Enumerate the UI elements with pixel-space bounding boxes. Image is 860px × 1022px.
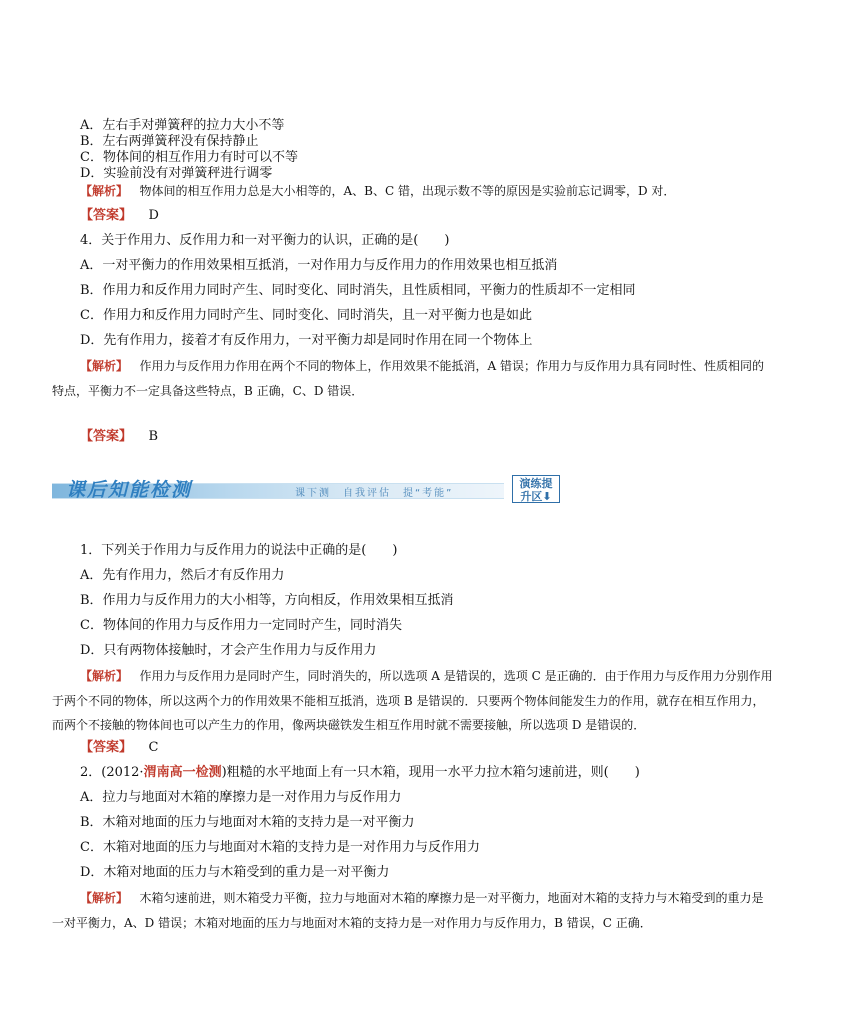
- p1-stem: 1．下列关于作用力与反作用力的说法中正确的是( ): [80, 543, 398, 558]
- section-banner: [52, 475, 564, 503]
- q4-option-a: A．一对平衡力的作用效果相互抵消，一对作用力与反作用力的作用效果也相互抵消: [80, 258, 558, 273]
- answer-label: 【答案】: [80, 740, 133, 755]
- p1-option-b: B．作用力与反作用力的大小相等，方向相反，作用效果相互抵消: [80, 593, 454, 608]
- p1-analysis-line-2: 于两个不同的物体，所以这两个力的作用效果不能相互抵消，选项 B 是错误的．只要两个物体间能发生力的作用，就存在相互作用力，: [52, 694, 765, 708]
- p2-analysis-line-2: 一对平衡力，A、D 错误；木箱对地面的压力与地面对木箱的支持力是一对作用力与反作用力，B 错误，C 正确．: [52, 916, 652, 930]
- stem-prefix: 2．(2012·: [80, 765, 144, 780]
- q4-option-c: C．作用力和反作用力同时产生、同时变化、同时消失，且一对平衡力也是如此: [80, 308, 532, 323]
- p2-stem: [80, 765, 640, 781]
- stem-source: 渭南高一检测: [143, 765, 222, 780]
- q4-stem: 4．关于作用力、反作用力和一对平衡力的认识，正确的是( ): [80, 233, 450, 248]
- p1-option-d: D．只有两物体接触时，才会产生作用力与反作用力: [80, 643, 377, 658]
- q3-option-c: C．物体间的相互作用力有时可以不等: [80, 150, 298, 165]
- q4-option-d: D．先有作用力，接着才有反作用力，一对平衡力却是同时作用在同一个物体上: [80, 333, 533, 348]
- banner-title: 课后知能检测: [66, 479, 193, 501]
- box-line-1: 演练提: [519, 477, 553, 490]
- answer-label: 【答案】: [80, 208, 133, 223]
- q3-answer: [80, 208, 159, 224]
- analysis-text: 作用力与反作用力作用在两个不同的物体上，作用效果不能抵消，A 错误；作用力与反作用力具有同时性、性质相同的: [139, 359, 764, 373]
- p1-option-c: C．物体间的作用力与反作用力一定同时产生，同时消失: [80, 618, 402, 633]
- answer-label: 【答案】: [80, 429, 133, 444]
- stem-suffix: )粗糙的水平地面上有一只木箱，现用一水平力拉木箱匀速前进，则( ): [221, 765, 640, 780]
- p1-analysis-line-3: 而两个不接触的物体间也可以产生力的作用，像两块磁铁发生相互作用时就不需要接触，所以选项 D 是错误的．: [52, 718, 646, 732]
- p2-option-c: C．木箱对地面的压力与地面对木箱的支持力是一对作用力与反作用力: [80, 840, 480, 855]
- q3-analysis: [80, 183, 675, 199]
- banner-practice-box: [512, 475, 560, 503]
- q3-option-a: A．左右手对弹簧秤的拉力大小不等: [80, 118, 285, 133]
- q3-option-b: B．左右两弹簧秤没有保持静止: [80, 134, 259, 149]
- box-line-2: 升区⬇: [520, 490, 552, 503]
- analysis-label: 【解析】: [80, 891, 129, 905]
- p2-option-a: A．拉力与地面对木箱的摩擦力是一对作用力与反作用力: [80, 790, 402, 805]
- q4-option-b: B．作用力和反作用力同时产生、同时变化、同时消失，且性质相同，平衡力的性质却不一定相同: [80, 283, 636, 298]
- q4-analysis-line-2: 特点，平衡力不一定具备这些特点，B 正确，C、D 错误．: [52, 384, 364, 398]
- p1-option-a: A．先有作用力，然后才有反作用力: [80, 568, 285, 583]
- q4-analysis-line-1: [80, 358, 764, 374]
- banner-subtitle: 课下测 自我评估 提“考能”: [295, 488, 454, 499]
- analysis-text: 物体间的相互作用力总是大小相等的，A、B、C 错，出现示数不等的原因是实验前忘记调零，D 对．: [139, 184, 676, 198]
- p2-option-d: D．木箱对地面的压力与木箱受到的重力是一对平衡力: [80, 865, 390, 880]
- answer-value: D: [148, 208, 159, 223]
- q3-option-d: D．实验前没有对弹簧秤进行调零: [80, 166, 273, 181]
- answer-value: C: [148, 740, 159, 755]
- p1-answer: [80, 740, 159, 756]
- p2-option-b: B．木箱对地面的压力与地面对木箱的支持力是一对平衡力: [80, 815, 415, 830]
- analysis-text: 作用力与反作用力是同时产生，同时消失的，所以选项 A 是错误的，选项 C 是正确的．由于作用力与反作用力分别作用: [139, 669, 773, 683]
- p2-analysis-line-1: [80, 890, 763, 906]
- answer-value: B: [148, 429, 159, 444]
- analysis-label: 【解析】: [80, 184, 129, 198]
- analysis-label: 【解析】: [80, 359, 129, 373]
- analysis-label: 【解析】: [80, 669, 129, 683]
- p1-analysis-line-1: [80, 668, 773, 684]
- q4-answer: [80, 429, 158, 445]
- analysis-text: 木箱匀速前进，则木箱受力平衡，拉力与地面对木箱的摩擦力是一对平衡力，地面对木箱的支持力与木箱受到的重力是: [139, 891, 764, 905]
